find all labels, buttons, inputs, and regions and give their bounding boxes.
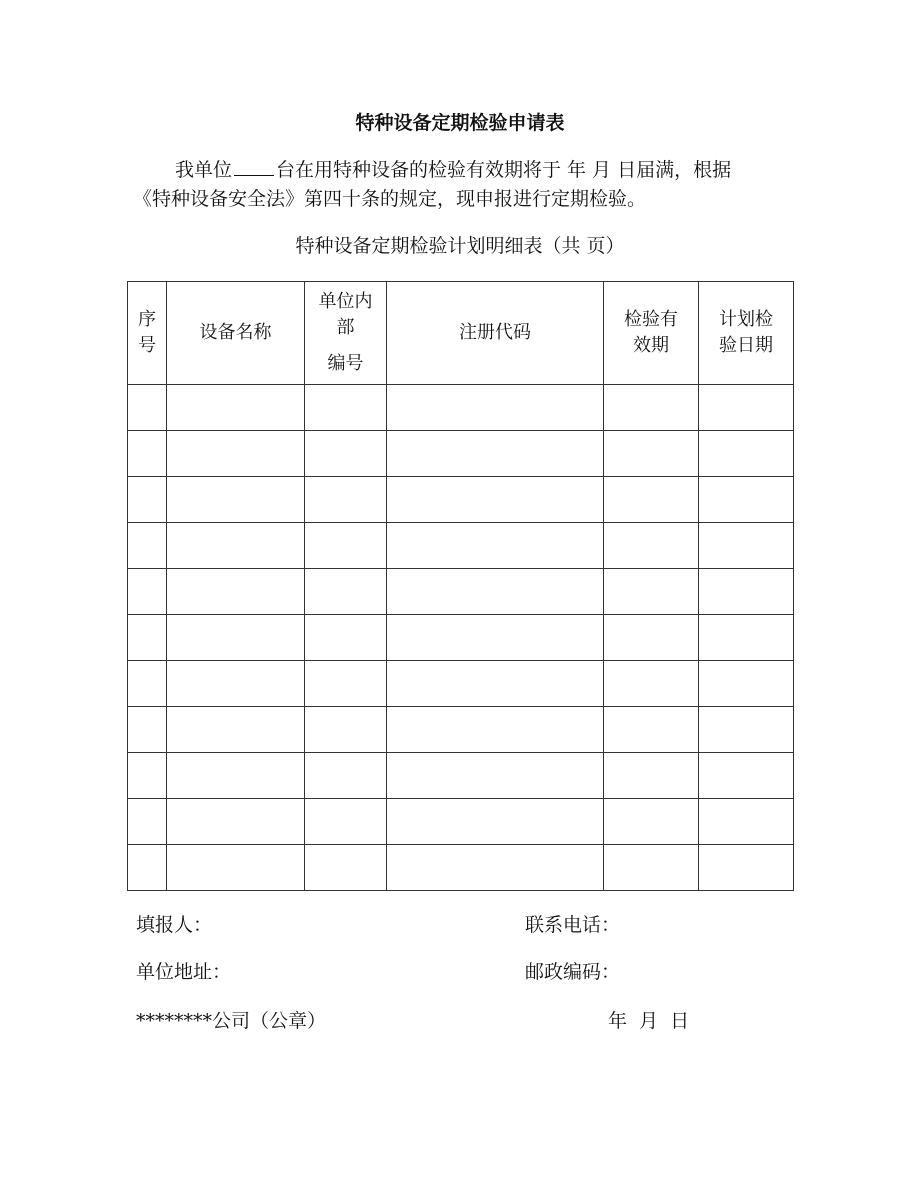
cell-unit-code[interactable] (305, 615, 387, 661)
cell-planned-date[interactable] (699, 707, 794, 753)
header-planned-date: 计划检 验日期 (699, 282, 794, 385)
cell-seq[interactable] (128, 753, 167, 799)
table-row (128, 477, 794, 523)
cell-validity[interactable] (604, 661, 699, 707)
cell-unit-code[interactable] (305, 523, 387, 569)
cell-validity[interactable] (604, 707, 699, 753)
form-title: 特种设备定期检验申请表 (355, 112, 565, 134)
cell-registration-code[interactable] (387, 799, 604, 845)
table-row (128, 753, 794, 799)
table-row (128, 661, 794, 707)
cell-equipment-name[interactable] (167, 799, 305, 845)
cell-equipment-name[interactable] (167, 569, 305, 615)
cell-registration-code[interactable] (387, 615, 604, 661)
paragraph-line-1 (133, 156, 793, 185)
cell-planned-date[interactable] (699, 661, 794, 707)
cell-registration-code[interactable] (387, 385, 604, 431)
paragraph-line-2: 《特种设备安全法》第四十条的规定，现申报进行定期检验。 (133, 188, 647, 210)
table-row (128, 707, 794, 753)
cell-unit-code[interactable] (305, 661, 387, 707)
cell-validity[interactable] (604, 431, 699, 477)
cell-unit-code[interactable] (305, 431, 387, 477)
cell-seq[interactable] (128, 661, 167, 707)
cell-equipment-name[interactable] (167, 523, 305, 569)
table-body (128, 385, 794, 891)
cell-planned-date[interactable] (699, 753, 794, 799)
phone-label: 联系电话： (525, 914, 621, 936)
cell-equipment-name[interactable] (167, 477, 305, 523)
cell-seq[interactable] (128, 615, 167, 661)
cell-equipment-name[interactable] (167, 753, 305, 799)
filler-label: 填报人： (136, 914, 213, 936)
cell-registration-code[interactable] (387, 845, 604, 891)
cell-registration-code[interactable] (387, 431, 604, 477)
table-row (128, 569, 794, 615)
cell-registration-code[interactable] (387, 569, 604, 615)
sign-date: 年 月 日 (608, 1010, 690, 1032)
cell-unit-code[interactable] (305, 753, 387, 799)
cell-equipment-name[interactable] (167, 707, 305, 753)
paragraph-text-expire: 日届满，根据 (617, 159, 732, 181)
paragraph-text-validity: 台在用特种设备的检验有效期将于 (276, 159, 562, 181)
cell-seq[interactable] (128, 523, 167, 569)
cell-planned-date[interactable] (699, 523, 794, 569)
inspection-plan-table (127, 281, 794, 891)
cell-planned-date[interactable] (699, 845, 794, 891)
cell-unit-code[interactable] (305, 385, 387, 431)
quantity-blank[interactable] (234, 157, 274, 176)
cell-seq[interactable] (128, 477, 167, 523)
paragraph-month: 月 (592, 159, 612, 181)
cell-seq[interactable] (128, 845, 167, 891)
paragraph-text-unit: 我单位 (175, 159, 233, 181)
postcode-label: 邮政编码： (525, 961, 621, 983)
cell-validity[interactable] (604, 477, 699, 523)
cell-unit-code[interactable] (305, 799, 387, 845)
cell-validity[interactable] (604, 845, 699, 891)
cell-validity[interactable] (604, 615, 699, 661)
cell-validity[interactable] (604, 523, 699, 569)
table-row (128, 799, 794, 845)
address-label: 单位地址： (136, 961, 232, 983)
cell-equipment-name[interactable] (167, 385, 305, 431)
cell-registration-code[interactable] (387, 753, 604, 799)
cell-validity[interactable] (604, 753, 699, 799)
table-row (128, 845, 794, 891)
cell-registration-code[interactable] (387, 477, 604, 523)
cell-seq[interactable] (128, 799, 167, 845)
cell-validity[interactable] (604, 385, 699, 431)
cell-planned-date[interactable] (699, 799, 794, 845)
cell-registration-code[interactable] (387, 523, 604, 569)
cell-seq[interactable] (128, 431, 167, 477)
cell-seq[interactable] (128, 707, 167, 753)
table-row (128, 615, 794, 661)
header-equipment-name: 设备名称 (167, 282, 305, 385)
header-validity: 检验有 效期 (604, 282, 699, 385)
cell-registration-code[interactable] (387, 707, 604, 753)
cell-seq[interactable] (128, 385, 167, 431)
cell-planned-date[interactable] (699, 477, 794, 523)
cell-unit-code[interactable] (305, 707, 387, 753)
header-seq: 序 号 (128, 282, 167, 385)
header-registration-code: 注册代码 (387, 282, 604, 385)
company-seal-label: ********公司（公章） (136, 1010, 327, 1032)
table-row (128, 431, 794, 477)
cell-planned-date[interactable] (699, 385, 794, 431)
cell-unit-code[interactable] (305, 569, 387, 615)
table-row (128, 385, 794, 431)
application-paragraph (133, 156, 793, 214)
cell-equipment-name[interactable] (167, 431, 305, 477)
cell-equipment-name[interactable] (167, 615, 305, 661)
detail-table-title: 特种设备定期检验计划明细表（共 页） (295, 235, 625, 257)
cell-unit-code[interactable] (305, 477, 387, 523)
cell-validity[interactable] (604, 569, 699, 615)
cell-seq[interactable] (128, 569, 167, 615)
cell-planned-date[interactable] (699, 615, 794, 661)
cell-validity[interactable] (604, 799, 699, 845)
cell-equipment-name[interactable] (167, 661, 305, 707)
cell-planned-date[interactable] (699, 431, 794, 477)
table-row (128, 523, 794, 569)
header-unit-internal-code: 单位内 部 编号 (305, 282, 387, 385)
cell-unit-code[interactable] (305, 845, 387, 891)
cell-equipment-name[interactable] (167, 845, 305, 891)
cell-planned-date[interactable] (699, 569, 794, 615)
table-header-row (128, 282, 794, 385)
cell-registration-code[interactable] (387, 661, 604, 707)
paragraph-year: 年 (567, 159, 587, 181)
